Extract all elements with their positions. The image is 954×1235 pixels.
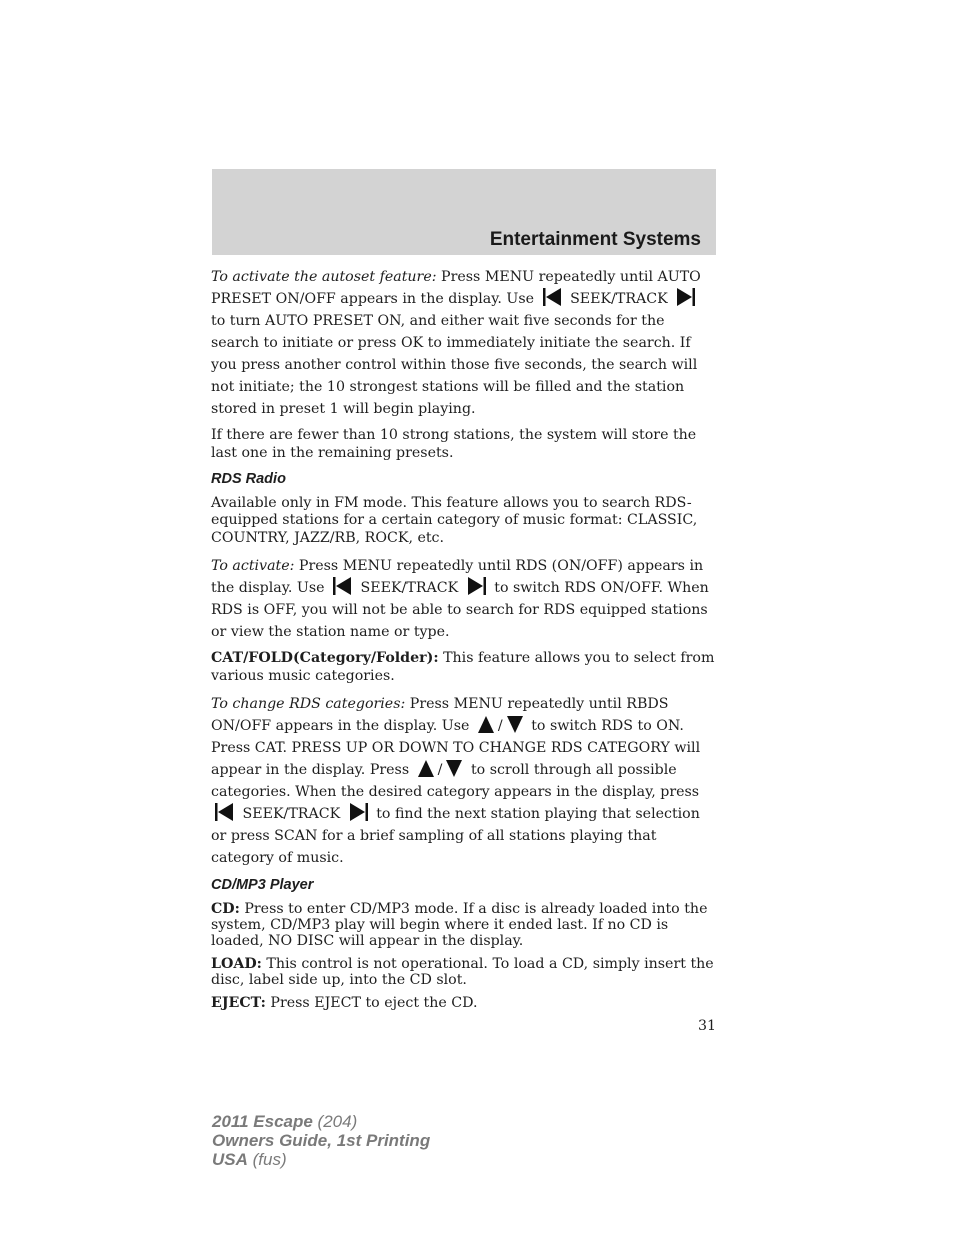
cd-text: Press to enter CD/MP3 mode. If a disc is already loaded into the system, CD/MP3 play will begin where it ended last. If no CD is loaded, NO DISC will appear in the display. — [211, 900, 708, 949]
arrow-up-icon — [478, 716, 494, 733]
autoset-lead: To activate the autoset feature: — [211, 269, 437, 285]
eject-text: Press EJECT to eject the CD. — [265, 994, 478, 1011]
footer-model-code: (204) — [312, 1112, 358, 1131]
load-paragraph — [211, 956, 716, 988]
seek-forward-icon — [676, 288, 695, 306]
eject-paragraph — [211, 995, 716, 1011]
section-header-band — [212, 169, 716, 255]
seek-forward-icon — [349, 803, 368, 821]
section-title: Entertainment Systems — [489, 229, 701, 250]
seek-forward-icon — [467, 577, 486, 595]
slash-separator: / — [437, 761, 443, 778]
rds-categories-text-1: Press MENU repeatedly until RBDS ON/OFF appears in the display. Use — [211, 695, 669, 734]
seek-back-icon — [215, 803, 234, 821]
footer-line-2: Owners Guide, 1st Printing — [212, 1131, 431, 1150]
arrow-up-icon — [418, 760, 434, 777]
seek-track-label: SEEK/TRACK — [360, 579, 459, 596]
cd-paragraph — [211, 901, 716, 949]
fewer-stations-paragraph: If there are fewer than 10 strong stations, the system will store the last one in the remaining presets. — [211, 427, 697, 461]
footer-region-code: (fus) — [247, 1150, 287, 1169]
rds-radio-heading: RDS Radio — [211, 470, 286, 487]
rds-activate-paragraph — [211, 555, 716, 643]
arrow-down-icon — [507, 716, 523, 733]
rds-categories-lead: To change RDS categories: — [211, 695, 406, 712]
footer-line-3 — [212, 1150, 430, 1169]
page-body — [211, 266, 716, 1035]
seek-track-label: SEEK/TRACK — [570, 291, 668, 307]
seek-back-icon — [543, 288, 562, 306]
footer-imprint — [212, 1112, 430, 1169]
eject-label: EJECT: — [211, 994, 266, 1011]
footer-model: 2011 Escape — [212, 1112, 313, 1131]
page-number: 31 — [697, 1017, 716, 1034]
rds-activate-lead: To activate: — [211, 557, 295, 574]
footer-line-1 — [212, 1112, 430, 1131]
seek-back-icon — [333, 577, 352, 595]
rds-intro-paragraph: Available only in FM mode. This feature allows you to search RDS-equipped stations for a certain category of music format: CLASSIC, COUNTRY, JAZZ/RB, ROCK, etc. — [211, 494, 698, 547]
cat-fold-label: CAT/FOLD(Category/Folder): — [211, 649, 439, 666]
seek-track-label: SEEK/TRACK — [242, 805, 341, 822]
cd-mp3-heading: CD/MP3 Player — [211, 876, 314, 893]
autoset-text-2: to turn AUTO PRESET ON, and either wait five seconds for the search to initiate or press OK to immediately initiate the search. If you press another control within those five seconds, the search will not initiate; the 10 strongest stations will be filled and the station stored in preset 1 will begin playing. — [211, 313, 698, 417]
rds-activate-text-1: Press MENU repeatedly until RDS (ON/OFF) appears in the display. Use — [211, 557, 704, 596]
cat-fold-text: This feature allows you to select from various music categories. — [211, 649, 715, 684]
autoset-text-1: Press MENU repeatedly until AUTO PRESET ON/OFF appears in the display. Use — [211, 269, 701, 307]
rds-categories-text-3: to scroll through all possible categories. When the desired category appears in the display, press — [211, 761, 700, 800]
load-label: LOAD: — [211, 955, 262, 972]
slash-separator: / — [497, 717, 503, 734]
autoset-paragraph — [211, 266, 716, 420]
rds-categories-paragraph — [211, 693, 716, 869]
load-text: This control is not operational. To load a CD, simply insert the disc, label side up, into the CD slot. — [211, 955, 714, 988]
arrow-down-icon — [446, 760, 462, 777]
rds-categories-text-2: to switch RDS to ON. Press CAT. PRESS UP OR DOWN TO CHANGE RDS CATEGORY will appear in the display. Press — [211, 717, 701, 778]
footer-region: USA — [212, 1150, 248, 1169]
rds-activate-text-2: to switch RDS ON/OFF. When RDS is OFF, you will not be able to search for RDS equipped stations or view the station name or type. — [211, 579, 709, 640]
cat-fold-paragraph — [211, 650, 716, 686]
cd-label: CD: — [211, 900, 240, 917]
rds-categories-text-4: to find the next station playing that selection or press SCAN for a brief sampling of all stations playing that category of music. — [211, 805, 700, 866]
